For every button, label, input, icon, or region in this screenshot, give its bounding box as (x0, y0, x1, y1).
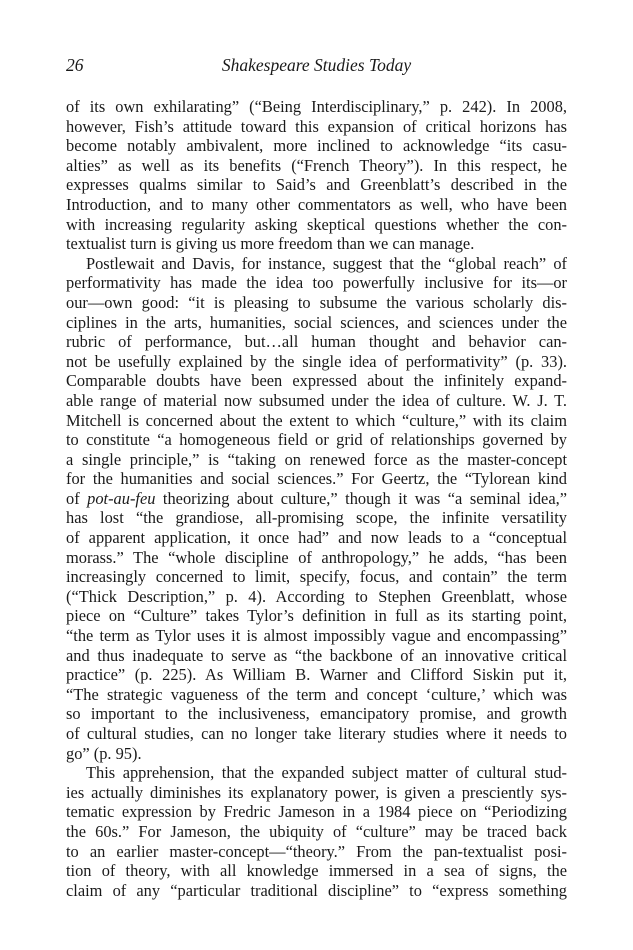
body-text (66, 97, 567, 900)
text-line: textualist turn is giving us more freedom than we can manage. (66, 234, 475, 254)
text-line: the 60s.” For Jameson, the ubiquity of “culture” may be traced back (66, 821, 567, 841)
text-line: tematic expression by Fredric Jameson in a 1984 piece on “Periodizing (66, 802, 567, 822)
text-line: to constitute “a homogeneous field or grid of relationships governed by (66, 430, 567, 450)
text-line: increasingly concerned to limit, specify, focus, and contain” the term (66, 567, 567, 587)
text-line: claim of any “particular traditional discipline” to “express something (66, 880, 567, 900)
italic-term: pot-au-feu (87, 488, 156, 508)
text-line: expresses qualms similar to Said’s and Greenblatt’s described in the (66, 175, 567, 195)
text-line: practice” (p. 225). As William B. Warner and Clifford Siskin put it, (66, 665, 567, 685)
page-number: 26 (66, 55, 84, 75)
text-line: not be usefully explained by the single idea of performativity” (p. 33). (66, 351, 567, 371)
text-line: Introduction, and to many other commentators as well, who have been (66, 194, 567, 214)
text-line: piece on “Culture” takes Tylor’s definition in full as its starting point, (66, 606, 567, 626)
text-line: “the term as Tylor uses it is almost impossibly vague and encompassing” (66, 626, 567, 646)
text-line: alties” as well as its benefits (“French Theory”). In this respect, he (66, 155, 567, 175)
text-line: to an earlier master-concept—“theory.” From the pan-textualist posi- (66, 841, 567, 861)
text-line: Mitchell is concerned about the extent to which “culture,” with its claim (66, 410, 567, 430)
text-line: and thus inadequate to serve as “the backbone of an innovative critical (66, 645, 567, 665)
text-line: tion of theory, with all knowledge immersed in a sea of signs, the (66, 861, 567, 881)
text-line: (“Thick Description,” p. 4). According to Stephen Greenblatt, whose (66, 586, 567, 606)
text-line: rubric of performance, but…all human thought and behavior can- (66, 332, 567, 352)
text-line: ies actually diminishes its explanatory power, is given a presciently sys- (66, 782, 567, 802)
text-line: “The strategic vagueness of the term and concept ‘culture,’ which was (66, 684, 567, 704)
text-line: however, Fish’s attitude toward this expansion of critical horizons has (66, 116, 567, 136)
text-line: with increasing regularity asking skeptical questions whether the con- (66, 214, 567, 234)
running-header (66, 55, 567, 77)
text-line: our—own good: “it is pleasing to subsume the various scholarly dis- (66, 292, 567, 312)
text-line: of apparent application, it once had” and now leads to a “conceptual (66, 528, 567, 548)
text-line: so important to the inclusiveness, emancipatory promise, and growth (66, 704, 567, 724)
text-line: become notably ambivalent, more inclined to acknowledge “its casu- (66, 136, 567, 156)
text-run: of (66, 488, 88, 508)
text-line: has lost “the grandiose, all-promising scope, the infinite versatility (66, 508, 567, 528)
text-line: morass.” The “whole discipline of anthropology,” he adds, “has been (66, 547, 567, 567)
text-line (66, 489, 567, 509)
text-line: able range of material now subsumed under the idea of culture. W. J. T. (66, 390, 567, 410)
text-run: theorizing about culture,” though it was “a seminal idea,” (155, 488, 567, 508)
text-line: ciplines in the arts, humanities, social sciences, and sciences under the (66, 312, 567, 332)
text-line: Comparable doubts have been expressed about the infinitely expand- (66, 371, 567, 391)
text-line: a single principle,” is “taking on renewed force as the master-concept (66, 449, 567, 469)
text-line: for the humanities and social sciences.” For Geertz, the “Tylorean kind (66, 469, 567, 489)
paragraph-start-line: This apprehension, that the expanded subject matter of cultural stud- (86, 763, 567, 783)
running-title: Shakespeare Studies Today (221, 55, 412, 75)
text-line: of cultural studies, can no longer take literary studies where it needs to (66, 724, 567, 743)
text-line: go” (p. 95). (66, 743, 142, 763)
text-line: of its own exhilarating” (“Being Interdisciplinary,” p. 242). In 2008, (66, 97, 567, 116)
paragraph-start-line: Postlewait and Davis, for instance, suggest that the “global reach” of (86, 253, 567, 273)
text-line: performativity has made the idea too powerfully inclusive for its—or (66, 273, 567, 293)
